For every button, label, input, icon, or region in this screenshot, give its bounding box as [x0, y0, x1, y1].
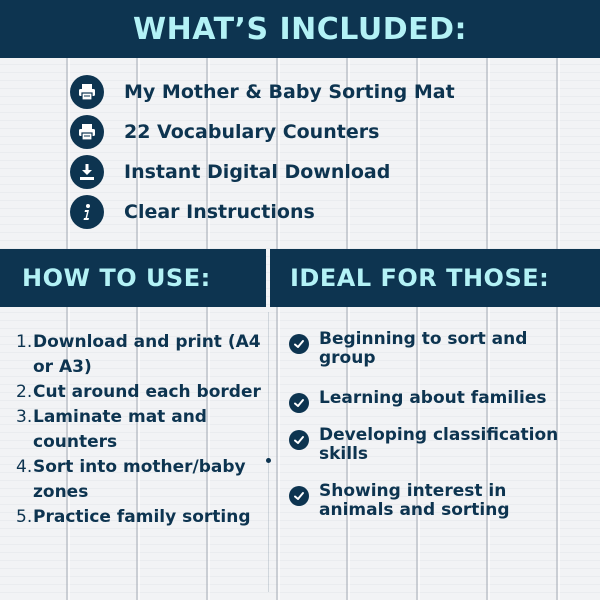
- included-item-label: Instant Digital Download: [124, 161, 391, 183]
- step-number: 2.: [16, 382, 33, 402]
- step-text: Cut around each border: [33, 382, 261, 402]
- step-item: [16, 380, 261, 405]
- ideal-item-text: Learning about families: [319, 388, 547, 408]
- ideal-for-title: IDEAL FOR THOSE:: [290, 264, 550, 292]
- divider-dot: [266, 458, 271, 463]
- checkmark-icon: [289, 486, 309, 506]
- how-to-use-title: HOW TO USE:: [22, 264, 211, 292]
- ideal-item-text: Beginning to sort and group: [319, 329, 528, 368]
- checkmark-icon: [289, 430, 309, 450]
- step-number: 3.: [16, 407, 33, 427]
- ideal-item-text: Developing classification skills: [319, 425, 559, 464]
- step-number: 4.: [16, 457, 33, 477]
- ideal-item: [289, 426, 589, 482]
- checkmark-icon: [289, 393, 309, 413]
- column-divider: [268, 312, 269, 592]
- whats-included-banner: [0, 0, 600, 58]
- step-text: Download and print (A4 or A3): [33, 332, 261, 377]
- step-item: [16, 505, 261, 530]
- step-text: Laminate mat and counters: [33, 407, 207, 452]
- step-text: Sort into mother/baby zones: [33, 457, 246, 502]
- step-item: [16, 455, 261, 505]
- step-text: Practice family sorting: [33, 507, 251, 527]
- step-item: [16, 330, 261, 380]
- whats-included-title: WHAT’S INCLUDED:: [133, 11, 467, 47]
- ideal-for-banner: [270, 249, 600, 307]
- printer-icon: [70, 75, 104, 109]
- ideal-item: [289, 389, 589, 426]
- how-to-use-list: [16, 330, 261, 530]
- ideal-for-list: [289, 330, 589, 532]
- step-number: 5.: [16, 507, 33, 527]
- how-to-use-banner: [0, 249, 266, 307]
- included-item-label: My Mother & Baby Sorting Mat: [124, 81, 455, 103]
- checkmark-icon: [289, 334, 309, 354]
- printer-icon: [70, 115, 104, 149]
- included-item: [70, 192, 455, 232]
- download-icon: [70, 155, 104, 189]
- step-number: 1.: [16, 332, 33, 352]
- ideal-item: [289, 482, 589, 532]
- info-icon: [70, 195, 104, 229]
- included-item-label: 22 Vocabulary Counters: [124, 121, 380, 143]
- included-item: [70, 72, 455, 112]
- ideal-item-text: Showing interest in animals and sorting: [319, 481, 510, 520]
- step-item: [16, 405, 261, 455]
- included-item: [70, 112, 455, 152]
- included-item: [70, 152, 455, 192]
- included-item-label: Clear Instructions: [124, 201, 315, 223]
- ideal-item: [289, 330, 589, 380]
- included-list: [70, 72, 455, 232]
